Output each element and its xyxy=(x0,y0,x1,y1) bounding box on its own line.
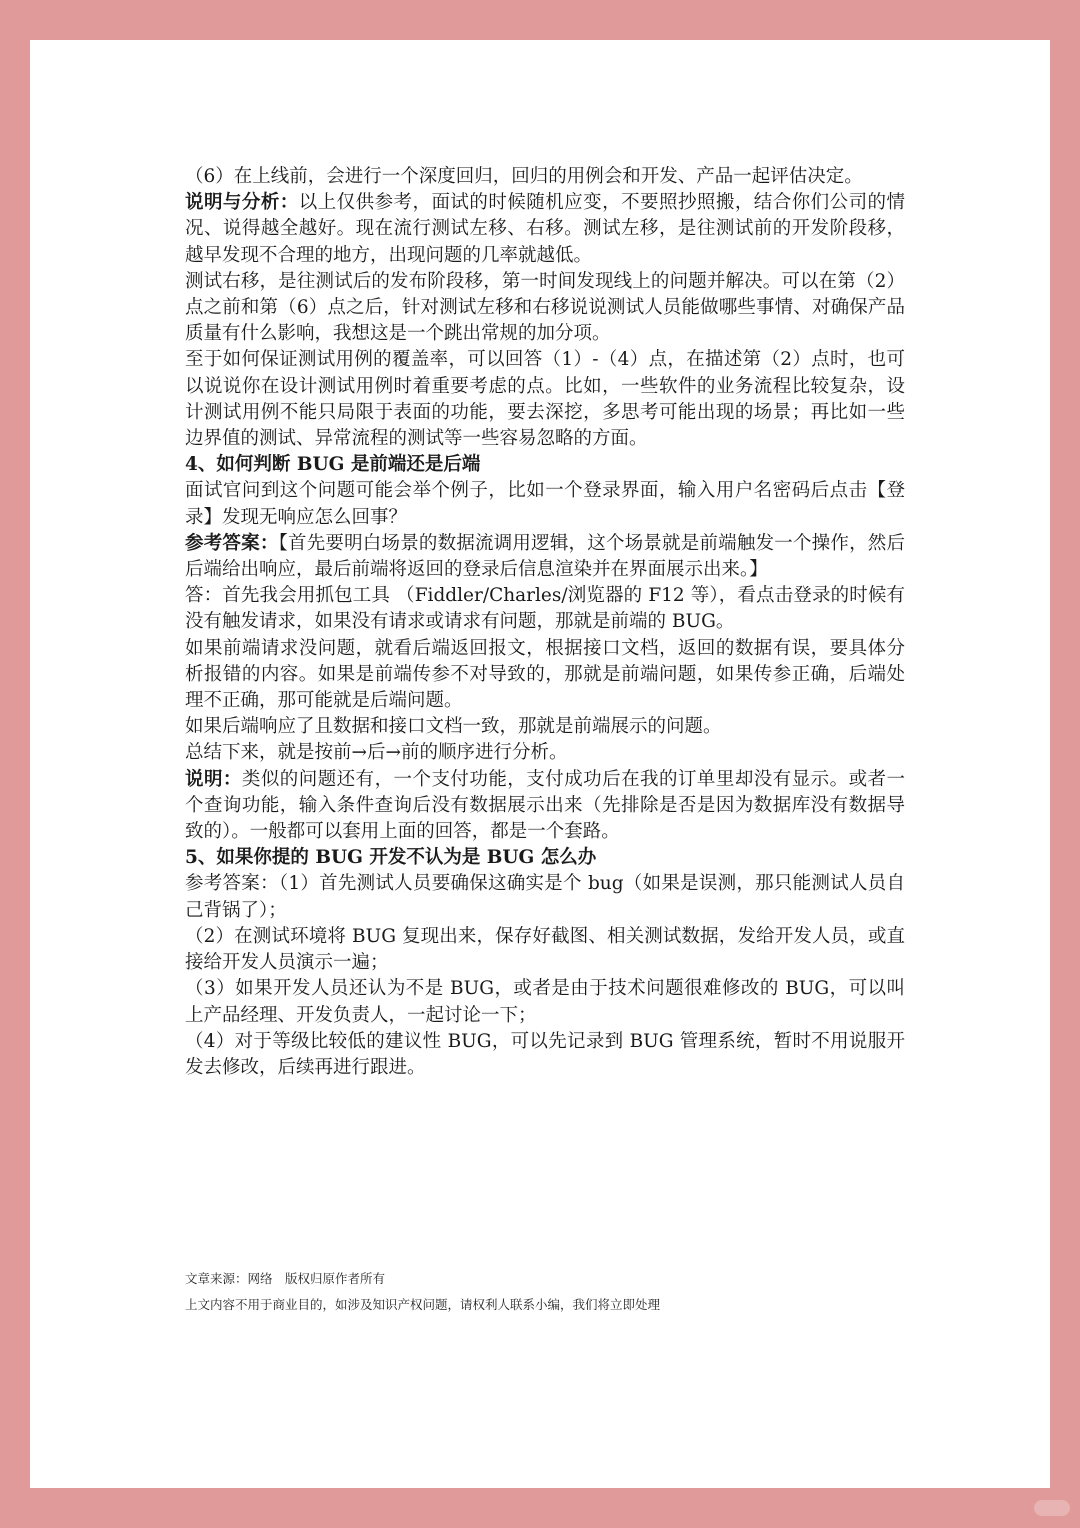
analysis-text: 以上仅供参考，面试的时候随机应变，不要照抄照搬，结合你们公司的情况、说得越全越好。现在流行测试左移、右移。测试左移，是往测试前的开发阶段移，越早发现不合理的地方，出现问题的几率就越低。 xyxy=(185,192,905,266)
heading-section-5: 5、如果你提的 BUG 开发不认为是 BUG 怎么办 xyxy=(185,847,597,869)
footer-disclaimer: 上文内容不用于商业目的，如涉及知识产权问题，请权利人联系小编，我们将立即处理 xyxy=(185,1297,661,1312)
paragraph-backend-check: 如果前端请求没问题，就看后端返回报文，根据接口文档，返回的数据有误，要具体分析报错的内容。如果是前端传参不对导致的，那就是前端问题，如果传参正确，后端处理不正确，那可能就是后端问题。 xyxy=(185,637,905,712)
heading-section-4: 4、如何判断 BUG 是前端还是后端 xyxy=(185,454,481,476)
reference-answer-text: 【首先要明白场景的数据流调用逻辑，这个场景就是前端触发一个操作，然后后端给出响应，最后前端将返回的登录后信息渲染并在界面展示出来。】 xyxy=(185,532,905,581)
footer xyxy=(185,1266,925,1318)
article-body xyxy=(185,164,905,1081)
footer-source: 文章来源：网络 版权归原作者所有 xyxy=(185,1271,386,1286)
paragraph-answer-4: （4）对于等级比较低的建议性 BUG，可以先记录到 BUG 管理系统，暂时不用说服开发去修改，后续再进行跟进。 xyxy=(185,1030,905,1078)
paragraph-summary: 总结下来，就是按前→后→前的顺序进行分析。 xyxy=(185,742,568,764)
paragraph-shift-right: 测试右移，是往测试后的发布阶段移，第一时间发现线上的问题并解决。可以在第（2）点之前和第（6）点之后，针对测试左移和右移说说测试人员能做哪些事情、对确保产品质量有什么影响，我想这是一个跳出常规的加分项。 xyxy=(185,270,905,345)
document-page xyxy=(30,40,1050,1488)
paragraph-answer-2: （2）在测试环境将 BUG 复现出来，保存好截图、相关测试数据，发给开发人员，或直接给开发人员演示一遍； xyxy=(185,925,905,974)
watermark-badge xyxy=(1034,1500,1070,1516)
note-label: 说明： xyxy=(185,768,242,790)
paragraph-answer-3: （3）如果开发人员还认为不是 BUG，或者是由于技术问题很难修改的 BUG，可以叫上产品经理、开发负责人，一起讨论一下； xyxy=(185,978,905,1026)
paragraph-answer-1: 参考答案：（1）首先测试人员要确保这确实是个 bug（如果是误测，那只能测试人员自己背锅了）； xyxy=(185,873,905,921)
paragraph-capture-tool: 答：首先我会用抓包工具 （Fiddler/Charles/浏览器的 F12 等），看点击登录的时候有没有触发请求，如果没有请求或请求有问题，那就是前端的 BUG。 xyxy=(185,585,905,633)
paragraph-coverage: 至于如何保证测试用例的覆盖率，可以回答（1）-（4）点，在描述第（2）点时，也可以说说你在设计测试用例时着重要考虑的点。比如，一些软件的业务流程比较复杂，设计测试用例不能只局限于表面的功能，要去深挖，多思考可能出现的场景；再比如一些边界值的测试、异常流程的测试等一些容易忽略的方面。 xyxy=(185,349,905,450)
note-text: 类似的问题还有，一个支付功能，支付成功后在我的订单里却没有显示。或者一个查询功能，输入条件查询后没有数据展示出来（先排除是否是因为数据库没有数据导致的）。一般都可以套用上面的回答，都是一个套路。 xyxy=(185,768,905,843)
reference-answer-label: 参考答案： xyxy=(185,532,279,554)
analysis-label: 说明与分析： xyxy=(185,192,299,214)
paragraph-analysis xyxy=(185,190,905,269)
paragraph-note xyxy=(185,767,905,846)
paragraph-login-example: 面试官问到这个问题可能会举个例子，比如一个登录界面，输入用户名密码后点击【登录】发现无响应怎么回事？ xyxy=(185,480,905,528)
paragraph-reference-answer xyxy=(185,531,905,583)
paragraph-regression: （6）在上线前，会进行一个深度回归，回归的用例会和开发、产品一起评估决定。 xyxy=(185,166,863,187)
paragraph-frontend-display: 如果后端响应了且数据和接口文档一致，那就是前端展示的问题。 xyxy=(185,716,722,738)
